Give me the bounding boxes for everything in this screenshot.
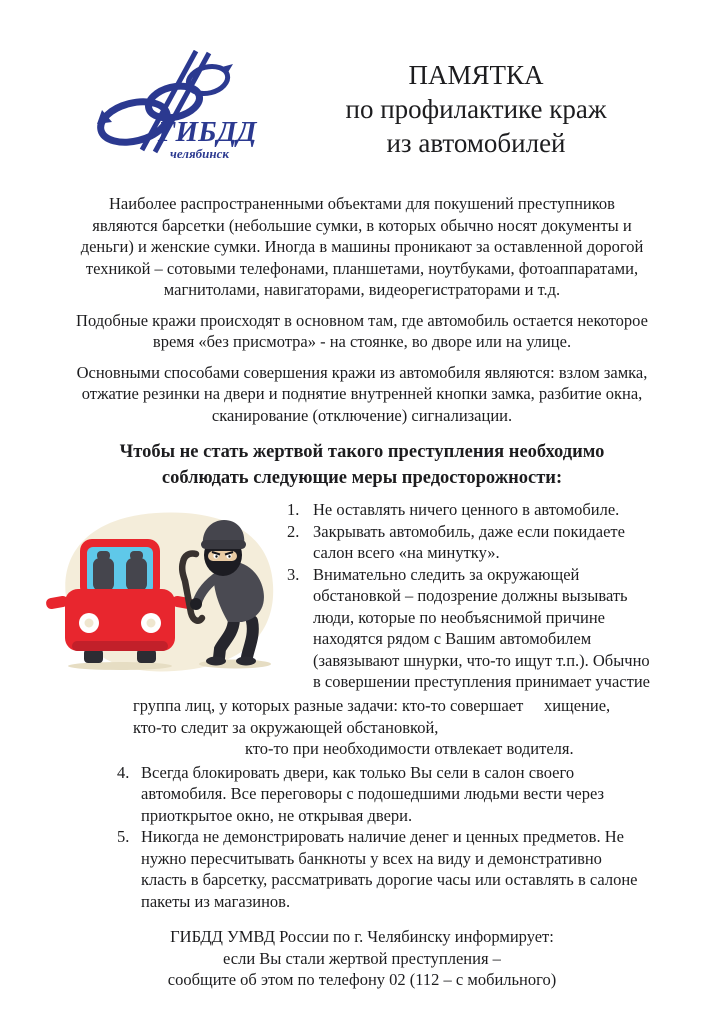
car-headlight-inner	[85, 619, 94, 628]
thief-front-hand	[190, 598, 202, 610]
paragraph-line: деньги) и женские сумки. Иногда в машины проникают за оставленной дорогой	[80, 237, 644, 256]
footer-line: если Вы стали жертвой преступления –	[223, 948, 501, 968]
logo-org-name: ГИБДД	[158, 116, 257, 148]
logo-city-name: челябинск	[170, 146, 229, 161]
car-seat	[93, 558, 114, 591]
item-line: (завязывают шнурки, что-то ищут т.п.). Обычно	[313, 650, 650, 670]
item-line: класть в барсетку, рассматривать дорогие часы или оставлять в салоне	[141, 870, 638, 889]
item-text	[313, 499, 724, 521]
item-line: приоткрытое окно, не открывая двери.	[141, 805, 413, 825]
paragraph-line: являются барсетки (небольшие сумки, в которых обычно носят документы и	[92, 215, 632, 235]
footer-line: сообщите об этом по телефону 02 (112 – с мобильного)	[167, 970, 557, 989]
paragraph-line: техникой – сотовыми телефонами, планшетами, ноутбуками, фотоаппаратами,	[85, 258, 639, 278]
continuation-line: кто-то при необходимости отвлекает водителя.	[245, 739, 574, 758]
page-title	[268, 50, 684, 169]
car-headlight-inner	[147, 619, 156, 628]
paragraph-line: время «без присмотра» - на стоянке, во дворе или на улице.	[152, 332, 572, 351]
thief-and-car-illustration	[40, 501, 280, 679]
car-wheel	[84, 649, 103, 663]
paragraph-line: отжатие резинки на двери и поднятие внутренней кнопки замка, разбитие окна,	[81, 384, 643, 403]
item-text	[313, 564, 724, 693]
measures-list-4-5	[0, 762, 724, 913]
heading-line: Чтобы не стать жертвой такого преступления необходимо	[119, 442, 605, 462]
continuation-line: кто-то следит за окружающей обстановкой,	[133, 717, 439, 737]
item-line: салон всего «на минутку».	[313, 543, 500, 562]
item-line: обстановкой – подозрение должны вызывать	[313, 586, 628, 605]
measures-list-1-3	[287, 499, 724, 693]
thief-pupil	[228, 555, 230, 557]
item-line: находятся рядом с Вашим автомобилем	[313, 629, 592, 648]
thief-shoe	[236, 657, 256, 666]
item-line: Никогда не демонстрировать наличие денег и ценных предметов. Не	[141, 827, 624, 846]
paragraph-line: Подобные кражи происходят в основном там, где автомобиль остается некоторое	[76, 310, 648, 330]
item-line: нужно пересчитывать банкноты у всех на виду и демонстративно	[141, 848, 602, 868]
item-text	[313, 521, 724, 564]
item-text	[141, 762, 724, 827]
gibdd-emblem-icon	[96, 50, 268, 164]
item-line: Внимательно следить за окружающей	[313, 564, 580, 584]
item-line: Всегда блокировать двери, как только Вы сели в салон своего	[141, 762, 575, 782]
item-number: 5.	[117, 827, 130, 846]
footer-line: ГИБДД УМВД России по г. Челябинску информирует:	[170, 927, 554, 946]
item-number: 2.	[287, 521, 300, 541]
car-bumper	[72, 641, 168, 651]
measures-section	[0, 499, 724, 695]
title-line: по профилактике краж	[345, 94, 607, 124]
item-number: 4.	[117, 762, 130, 782]
car-wheel	[137, 649, 156, 663]
continuation-line: группа лиц, у которых разные задачи: кто-то совершает хищение,	[133, 696, 611, 715]
car-shadow	[68, 662, 172, 670]
item-line: Закрывать автомобиль, даже если покидаете	[313, 521, 625, 541]
thief-shoe	[206, 657, 226, 666]
thief-pupil	[215, 555, 217, 557]
thief-beanie-brim	[201, 540, 246, 549]
theft-methods-paragraph	[0, 362, 724, 427]
paragraph-line: Наиболее распространенными объектами для покушений преступников	[109, 194, 615, 213]
item-line: люди, которые по необъяснимой причине	[313, 607, 605, 627]
item-number: 3.	[287, 564, 300, 584]
list-item	[287, 499, 724, 521]
item-line: Не оставлять ничего ценного в автомобиле.	[313, 500, 620, 519]
paragraph-line: магнитолами, навигаторами, видеорегистраторами и т.д.	[163, 280, 561, 299]
title-line: из автомобилей	[386, 128, 566, 158]
list-item	[287, 564, 724, 693]
title-line: ПАМЯТКА	[408, 60, 544, 90]
car-seat	[126, 558, 147, 591]
precautions-heading	[0, 439, 724, 491]
item3-continuation	[0, 695, 724, 760]
item-line: в совершении преступления принимает участие	[313, 672, 650, 691]
intro-paragraph	[0, 193, 724, 301]
header	[0, 0, 724, 169]
item-number: 1.	[287, 500, 300, 519]
item-line: автомобиля. Все переговоры с подошедшими людьми вести через	[141, 784, 605, 803]
paragraph-line: сканирование (отключение) сигнализации.	[211, 405, 513, 425]
heading-line: соблюдать следующие меры предосторожности:	[161, 468, 563, 488]
item-line: пакеты из магазинов.	[141, 891, 291, 911]
theft-locations-paragraph	[0, 310, 724, 353]
list-item	[0, 762, 724, 827]
list-item	[287, 521, 724, 564]
paragraph-line: Основными способами совершения кражи из автомобиля являются: взлом замка,	[76, 362, 648, 382]
item-text	[141, 826, 724, 912]
gibdd-logo	[96, 50, 268, 169]
footer-note	[0, 926, 724, 991]
list-item	[0, 826, 724, 912]
thief-leg	[247, 621, 253, 657]
